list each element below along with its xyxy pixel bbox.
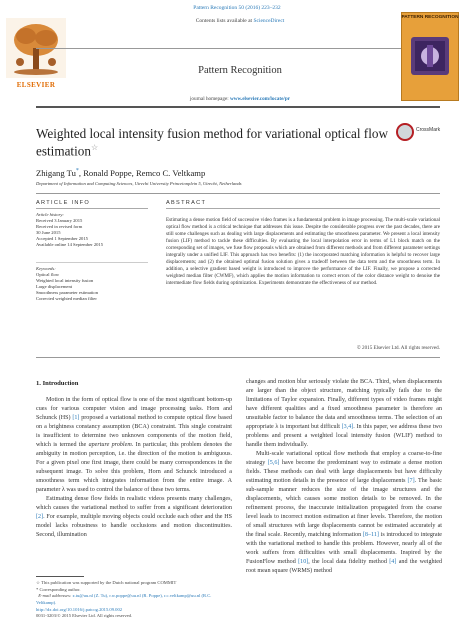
body-text: changes and motion blur seriously violate the BCA. Third, when displacements are larger than the object structure, matching typically fails due to the limitations of Taylor expansion. Finally, different types of video frames might have different qualities and a fixed smoothness parameter is therefore an unsuitable factor to balance the data and smoothness terms. The selection of an appropriate λ is important but difficult (246, 379, 442, 431)
title-footnote-mark[interactable]: ☆ (90, 142, 99, 152)
homepage-prefix: journal homepage: (189, 96, 230, 102)
article-title-text: Weighted local intensity fusion method for variational optical flow estimation (36, 126, 388, 159)
citation-link[interactable]: [8–11] (362, 532, 379, 539)
divider (36, 357, 440, 358)
article-info-heading: ARTICLE INFO (36, 200, 91, 206)
body-text: is introduced to integrate with the variational method to handle this problem. However, nearly all of the work suffers from difficulties with small displacements. Inspired by the FusionFlow method (246, 532, 442, 566)
emphasis-text: aperture problem (88, 442, 132, 449)
affiliation: Department of Information and Computing Sciences, Utrecht University Princetonplein 5, Utrecht, Netherlands (36, 181, 242, 186)
abstract-text: Estimating a dense motion field of successive video frames is a fundamental problem in image processing. The multi-scale variational optical flow method is a critical technique that addresses this issue. Despite the considerable progress over the past decades, there are still some challenges such as dealing with large displacements and estimating the smoothness parameter. We present a local intensity fusion (LIF) method to tackle these difficulties. By evaluating the local interpolation error in terms of L1 block match on the corresponding set of images, we fuse flow proposals which are obtained from different methods and from different parameter settings integrally under a unified LIF. This approach has two benefits: (1) the incorporated matching information is helpful to recover large displacements; and (2) the obtained optimal fusion solution gives a tradeoff between the data term and the smoothness term. In addition, a selective gradient based weight is introduced to improve the performance of the LIF. Finally, we propose a corrected weighted median filter (CWMF), which applies the motion information to correct errors of the color distance weight to denoise the intermediate flow fields during optimization. Experiments demonstrate the effectiveness of our method. (166, 217, 440, 287)
author-list: Zhigang Tu*, Ronald Poppe, Remco C. Veltkamp (36, 168, 206, 178)
body-text: . The basic sub-sample manner reduces the size of the image structures and the displacements, which causes some motion details to be removed. In the refinement process, the inaccurate initialization propagated from the coarse level leads to incorrect motion estimation at finer levels. Therefore, the motion of small structures with large displacements cannot be estimated accurately at the final scale. Recently, matching information (246, 478, 442, 539)
history-line: Received 3 January 2015 (36, 217, 83, 223)
keywords (36, 266, 150, 302)
history-line: 30 June 2015 (36, 229, 61, 235)
citation-link[interactable]: [7] (407, 478, 415, 485)
publisher-name: ELSEVIER (16, 81, 56, 89)
history-line: Accepted 1 September 2015 (36, 235, 88, 241)
footnotes (36, 580, 232, 620)
homepage-link[interactable]: www.elsevier.com/locate/pr (230, 96, 291, 102)
email-addresses[interactable]: z.tu@uu.nl (Z. Tu), r.w.poppe@uu.nl (R. Poppe), r.c.veltkamp@uu.nl (R.C. Veltkamp). (36, 593, 212, 605)
cover-emblem-icon (411, 37, 449, 75)
body-text: . For example, multiple moving objects could occlude each other and the HS model lacks robustness to handle occlusions and motion discontinuities. Second, illumination (36, 514, 232, 539)
history-line: Available online 14 September 2015 (36, 241, 104, 247)
body-text: Multi-scale variational optical flow methods that employ a coarse-to-fine strategy (246, 451, 442, 467)
author-mark[interactable]: * (75, 168, 79, 175)
article-history (36, 212, 150, 248)
author-name[interactable]: Remco C. Veltkamp (135, 168, 206, 178)
body-text: . In particular, this problem denotes the ambiguity in motion perception, i.e. the direction of the motion is ambiguous. For a given pixel one first image, there could be many correspondences in the subsequent image. To solve this problem, Horn and Schunck introduced a smoothness term which integrates information from the entire image. A parameter λ was used to control the balance of these two terms. (36, 442, 232, 494)
contents-prefix: Contents lists available at (195, 18, 254, 24)
keyword: Large displacement (36, 283, 73, 289)
body-paragraph (36, 495, 232, 540)
body-column-right (246, 378, 442, 576)
keyword: Weighted local intensity fusion (36, 277, 94, 283)
divider (36, 193, 440, 194)
abstract-copyright: © 2015 Elsevier Ltd. All rights reserved. (356, 345, 440, 351)
footnote-funding: ☆ This publication was supported by the Dutch national program COMMIT (36, 580, 177, 585)
body-paragraph (36, 396, 232, 495)
body-text: Motion in the form of optical flow is one of the most significant bottom-up cues for various computer vision and image processing tasks. Horn and Schunck (HS) (36, 397, 232, 422)
body-text: Estimating dense flow fields in realistic videos presents many challenges, which causes the variational method to suffer from a significant deterioration (36, 496, 232, 512)
keyword: Corrected weighted median filter (36, 295, 97, 301)
keywords-label: Keywords: (36, 266, 56, 271)
footnote-rule (36, 576, 84, 577)
citation-link[interactable]: [1] (72, 415, 80, 422)
history-label: Article history: (36, 212, 64, 217)
body-column-left (36, 396, 232, 540)
journal-name: Pattern Recognition (198, 65, 282, 76)
citation-link[interactable]: [3,4] (341, 424, 354, 431)
body-paragraph (246, 378, 442, 450)
email-label: E-mail addresses: (38, 593, 72, 599)
body-text: proposed a variational method to compute optical flow based on a brightness constancy assumption (BCA) constraint. This single constraint is insufficient to determine two unknown components of the motion field, which is termed the (36, 415, 232, 449)
body-text: , the local data fidelity method (308, 559, 390, 566)
citation-link[interactable]: [5,6] (267, 460, 280, 467)
crossmark-icon[interactable] (396, 123, 414, 141)
author-name[interactable]: Zhigang Tu (36, 168, 76, 178)
divider (166, 208, 440, 209)
abstract-heading: ABSTRACT (166, 200, 207, 206)
doi-link[interactable]: http://dx.doi.org/10.1016/j.patcog.2015.09.002 (36, 606, 123, 612)
divider (36, 262, 148, 263)
journal-reference[interactable]: Pattern Recognition 50 (2016) 223–232 (193, 5, 281, 11)
header-bottom-rule (36, 106, 440, 108)
sciencedirect-link[interactable]: ScienceDirect (253, 18, 285, 24)
divider (36, 208, 148, 209)
article-title (36, 126, 406, 160)
issn-line: 0031-3203/© 2015 Elsevier Ltd. All rights reserved. (36, 613, 133, 619)
author-name[interactable]: Ronald Poppe (83, 168, 132, 178)
header-rule (36, 48, 440, 49)
cover-title: PATTERN RECOGNITION (401, 15, 459, 20)
keyword: Optical flow (36, 271, 60, 277)
journal-homepage (110, 96, 370, 102)
section-heading: 1. Introduction (36, 380, 79, 387)
body-paragraph (246, 450, 442, 576)
history-line: Received in revised form (36, 223, 83, 229)
contents-line (110, 18, 370, 24)
footnote-corresponding: * Corresponding author. (36, 586, 81, 592)
citation-link[interactable]: [10] (298, 559, 309, 566)
body-text: have become the predominant way to estimate a dense motion fields. These methods can deal with large displacements but have difficulty estimating motion details in the presence of large displacements (246, 460, 442, 485)
footnote-emails (36, 593, 232, 606)
crossmark-label[interactable]: CrossMark (416, 127, 441, 133)
keyword: Smoothness parameter estimation (36, 289, 99, 295)
citation-link[interactable]: [2] (36, 514, 44, 521)
citation-link[interactable]: [4] (389, 559, 397, 566)
body-text: and the weighted root mean square (WRMS) method (246, 559, 443, 575)
body-text: . In this paper, we address these two problems and present a weighted local intensity fusion (WLIF) method to handle them individually. (246, 424, 443, 449)
